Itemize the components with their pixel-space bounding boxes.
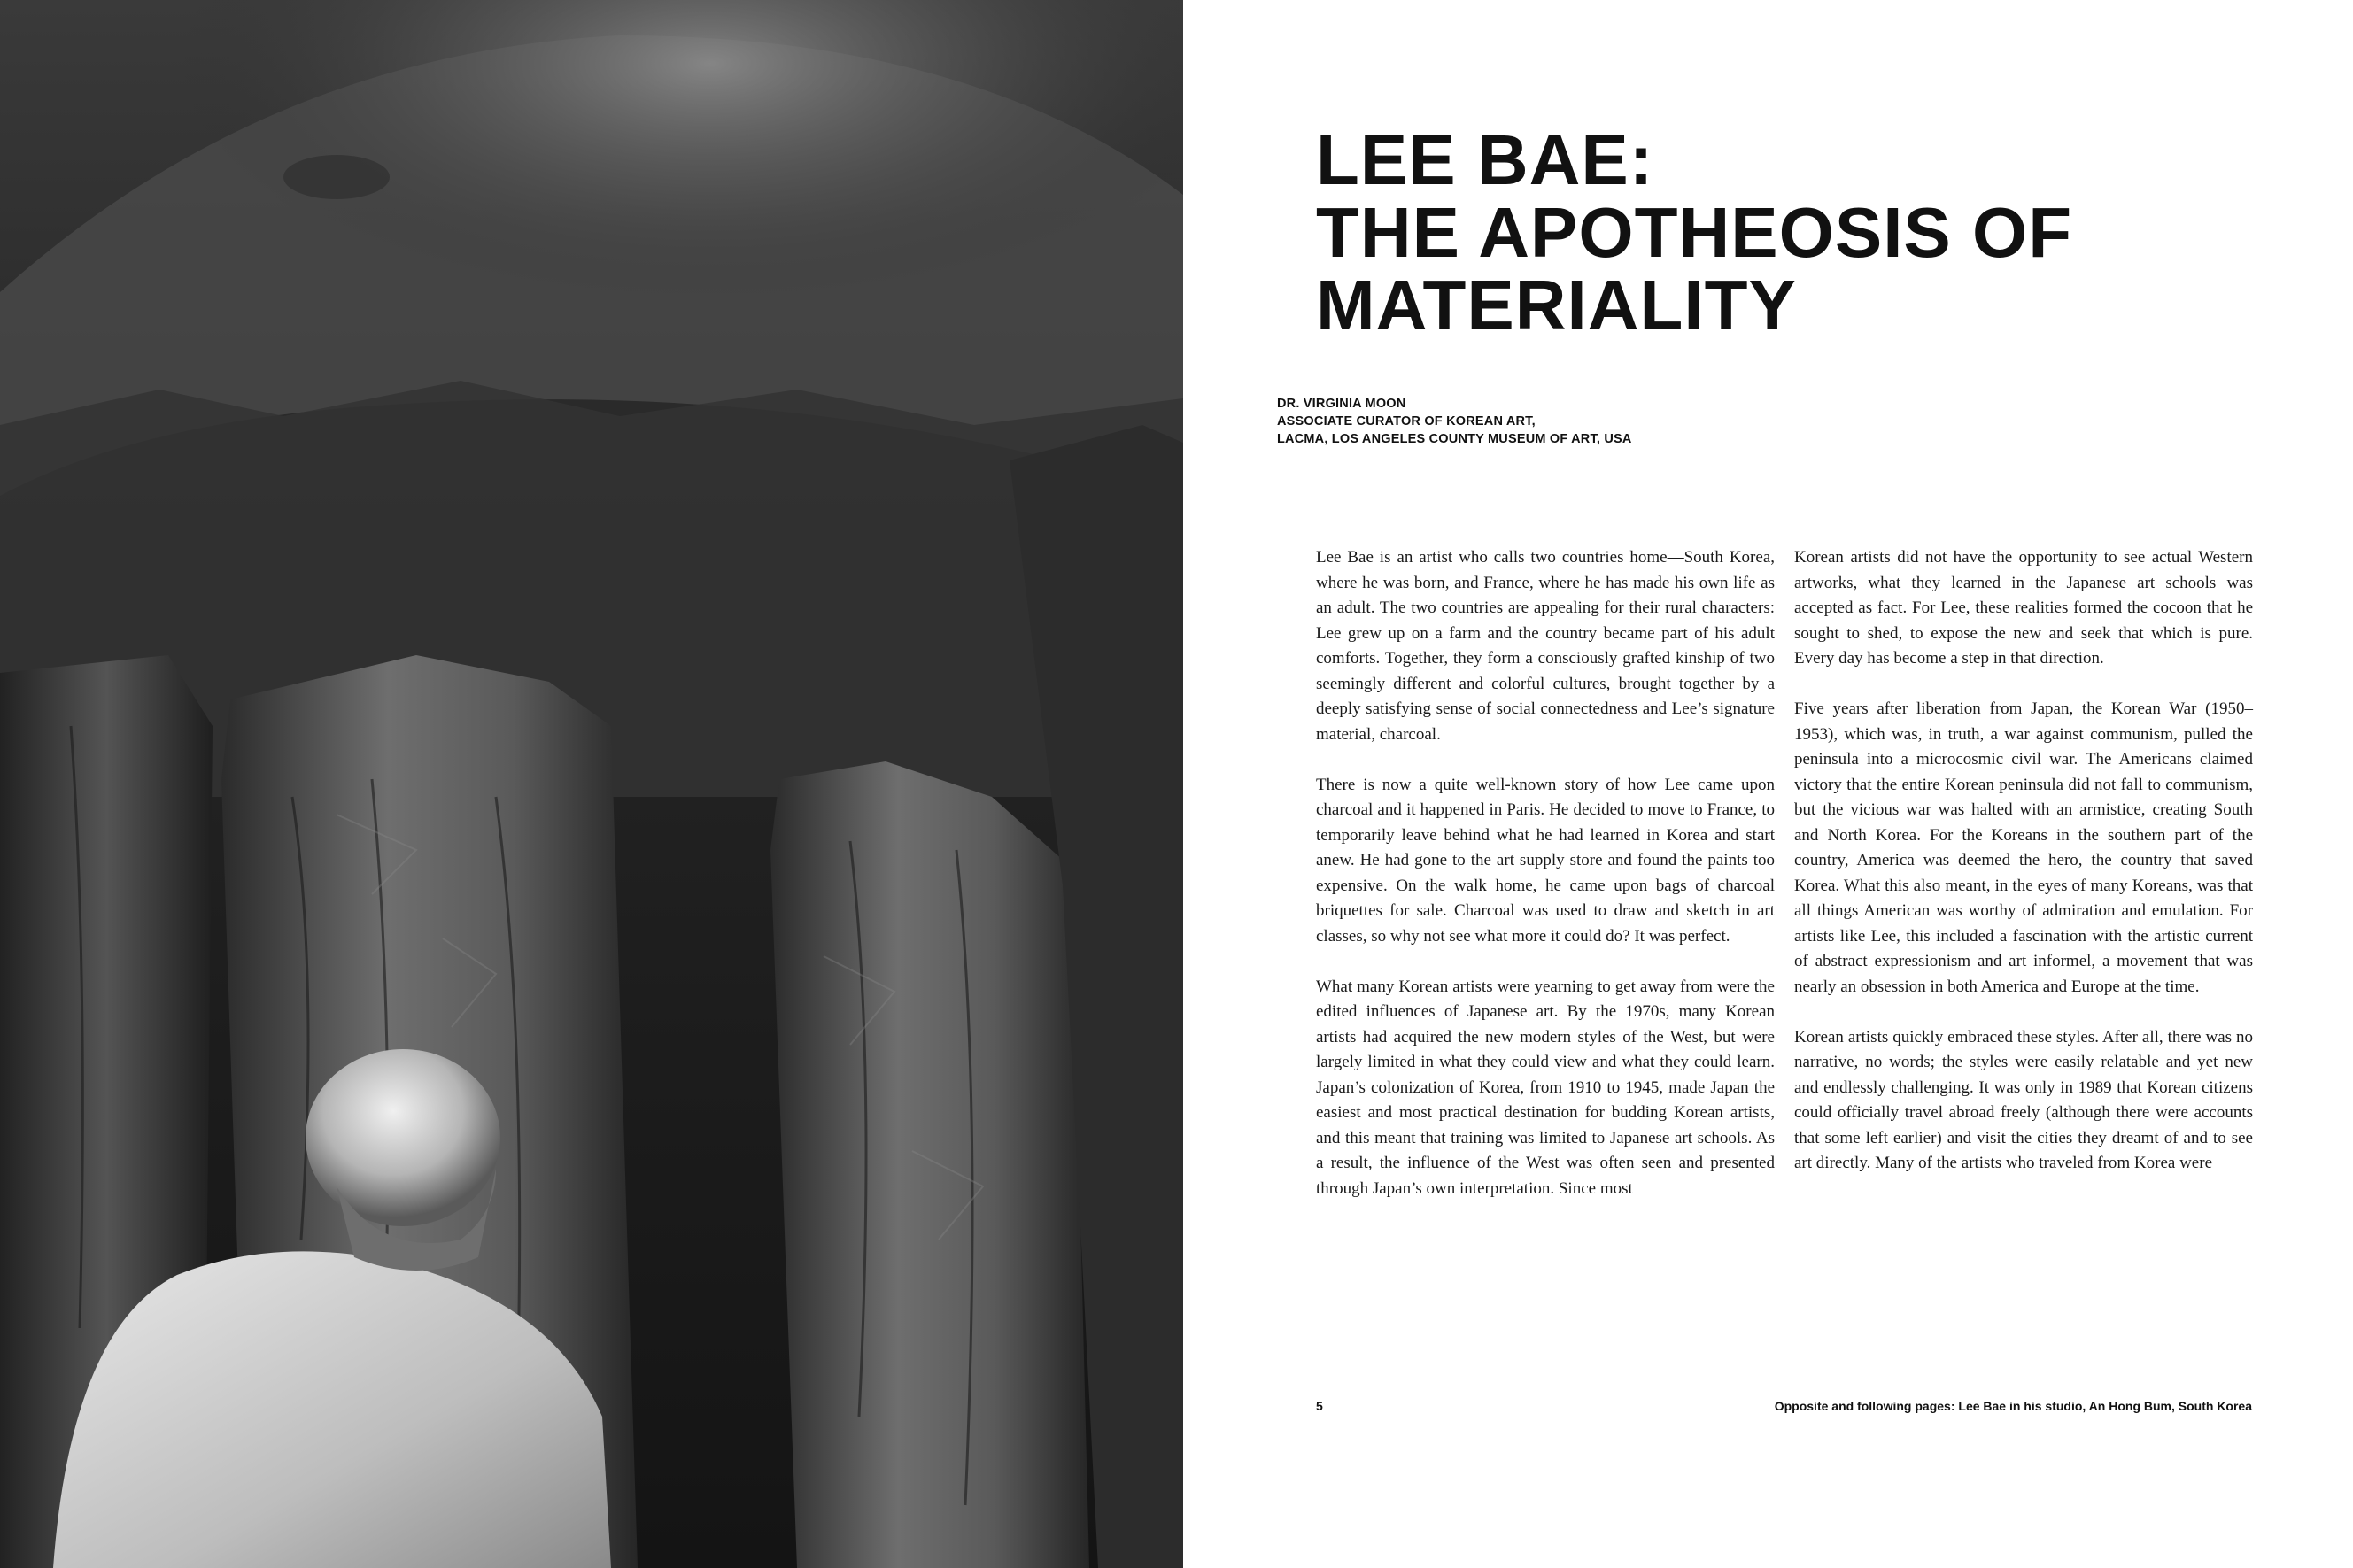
article-title	[1316, 120, 2073, 344]
text-column-2	[1794, 545, 2253, 1201]
author-role: ASSOCIATE CURATOR OF KOREAN ART,	[1277, 414, 1536, 429]
photo-caption: Opposite and following pages: Lee Bae in his studio, An Hong Bum, South Korea	[1774, 1399, 2252, 1413]
paragraph: Korean artists quickly embraced these styles. After all, there was no narrative, no words; the styles were easily relatable and yet new and endlessly challenging. It was only in 1989 that Korean citizens could officially travel abroad freely (although there were accounts that some left earlier) and visit the cities they dreamt of and to see art directly. Many of the artists who traveled from Korea were	[1794, 1027, 2253, 1172]
paragraph: There is now a quite well-known story of how Lee came upon charcoal and it happened in Paris. He decided to move to France, to temporarily leave behind what he had learned in Korea and start anew. He had gone to the art supply store and found the paints too expensive. On the walk home, he came upon bags of charcoal briquettes for sale. Charcoal was used to draw and sketch in art classes, so why not see what more it could do? It was perfect.	[1316, 775, 1775, 946]
page-number: 5	[1316, 1399, 1323, 1413]
author-institution: LACMA, LOS ANGELES COUNTY MUSEUM OF ART, USA	[1277, 432, 1632, 446]
paragraph: Korean artists did not have the opportunity to see actual Western artworks, what they learned in the Japanese art schools was accepted as fact. For Lee, these realities formed the cocoon that he sought to shed, to expose the new and seek that which is pure. Every day has become a step in that direction.	[1794, 548, 2253, 668]
paragraph: What many Korean artists were yearning to get away from were the edited influences of Japanese art. By the 1970s, many Korean artists had acquired the new modern styles of the West, but were largely limited in what they could view and what they could learn. Japan’s colonization of Korea, from 1910 to 1945, made Japan the easiest and most practical destination for budding Korean artists, and this meant that training was limited to Japanese art schools. As a result, the influence of the West was often seen and presented through Japan’s own interpretation. Since most	[1316, 977, 1775, 1198]
paragraph: Lee Bae is an artist who calls two countries home—South Korea, where he was born, and France, where he has made his own life as an adult. The two countries are appealing for their rural characters: Lee grew up on a farm and the country became part of his adult comforts. Together, they form a consciously grafted kinship of two seemingly different and colorful cultures, brought together by a deeply satisfying sense of social connectedness and Lee’s signature material, charcoal.	[1316, 548, 1775, 744]
title-line: THE APOTHEOSIS OF	[1316, 193, 2073, 272]
author-name: DR. VIRGINIA MOON	[1277, 397, 1406, 411]
title-line: MATERIALITY	[1316, 266, 1797, 344]
paragraph: Five years after liberation from Japan, the Korean War (1950–1953), which was, in truth, a war against communism, pulled the peninsula into a microcosmic civil war. The Americans claimed victory that the entire Korean peninsula did not fall to communism, but the vicious war was halted with an armistice, creating South and North Korea. For the Koreans in the southern part of the country, America was deemed the hero, the country that saved Korea. What this also meant, in the eyes of many Koreans, was that all things American was worthy of admiration and emulation. For artists like Lee, this included a fascination with the artistic current of abstract expressionism and art informel, a movement that was nearly an obsession in both America and Europe at the time.	[1794, 699, 2253, 996]
author-byline	[1277, 395, 1632, 448]
article-page	[1183, 0, 2353, 1568]
title-line: LEE BAE:	[1316, 120, 1654, 199]
text-column-1	[1316, 545, 1775, 1227]
